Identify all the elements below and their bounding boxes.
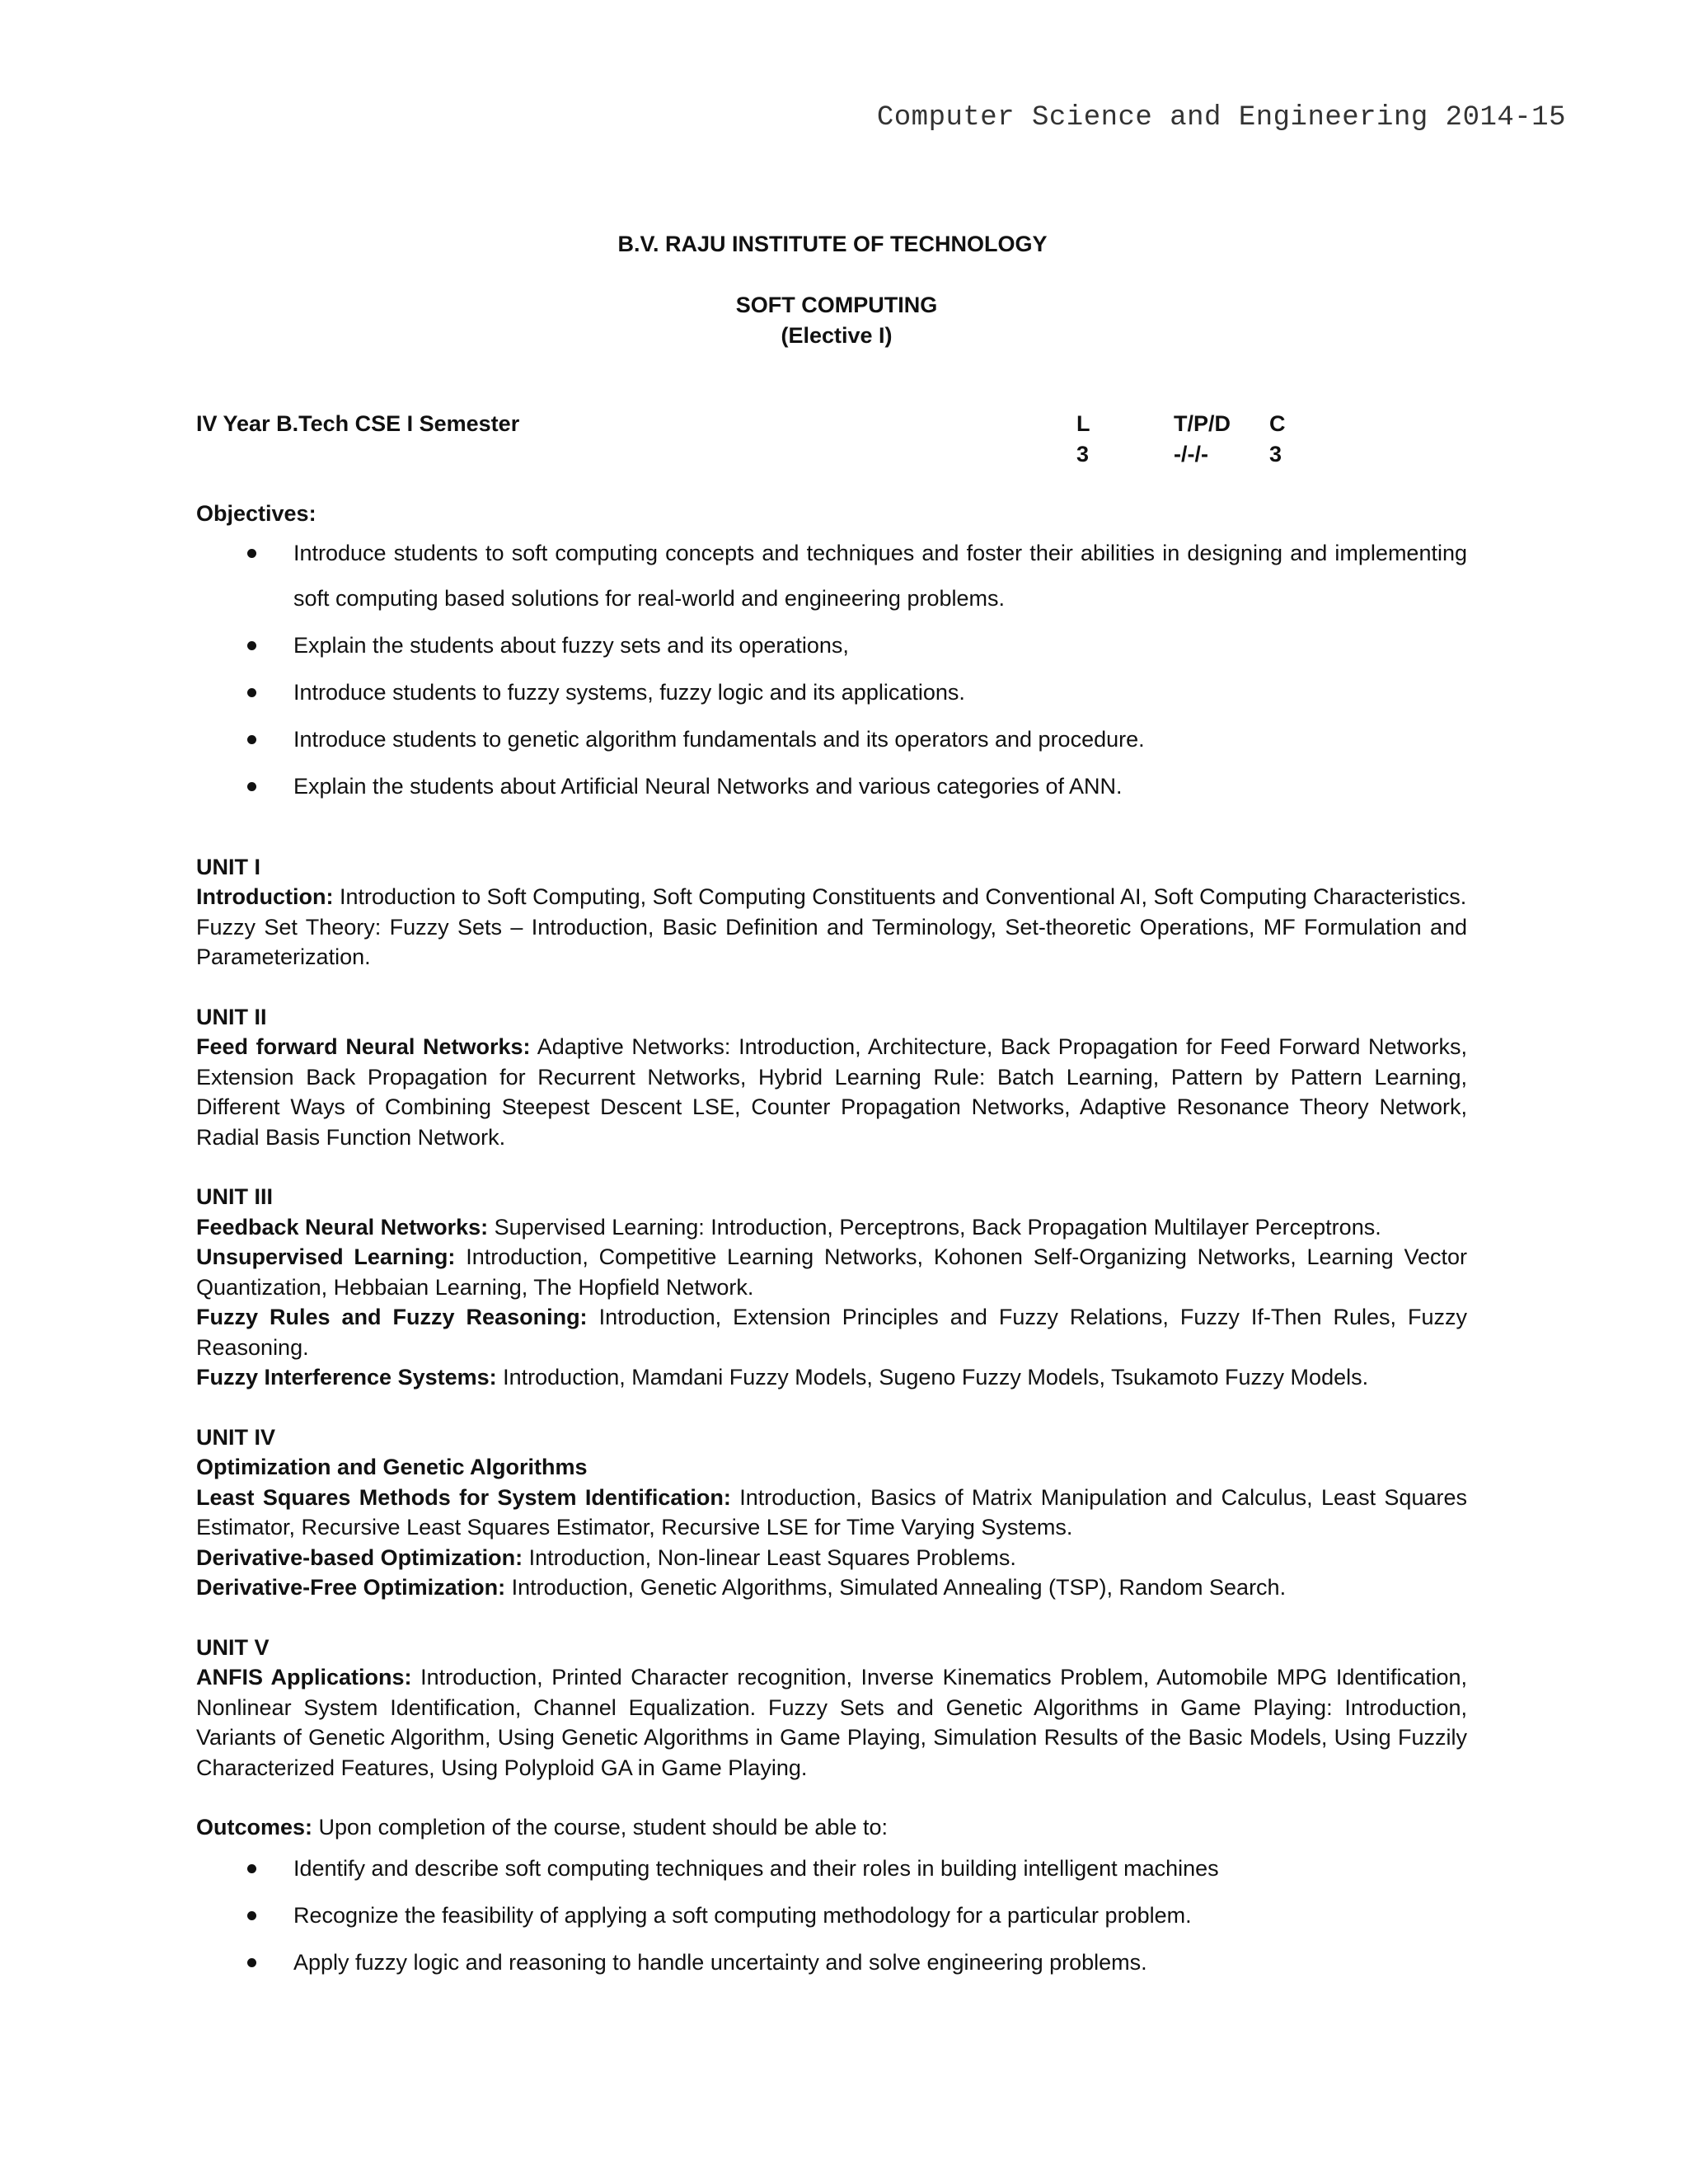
outcome-text: Identify and describe soft computing techniques and their roles in building intelligent machines: [293, 1855, 1219, 1881]
objective-item: [196, 623, 1467, 668]
outcomes-list: [196, 1846, 1467, 1985]
bullet-icon: [247, 1864, 256, 1873]
unit-paragraph: [196, 1483, 1467, 1543]
objective-text: Introduce students to soft computing concepts and techniques and foster their abilities in designing and implementing soft computing based solutions for real-world and engineering problems.: [293, 540, 1467, 611]
topic-heading: Derivative-based Optimization:: [196, 1544, 523, 1570]
outcome-text: Apply fuzzy logic and reasoning to handle uncertainty and solve engineering problems.: [293, 1949, 1147, 1975]
tpd-value: -/-/-: [1174, 441, 1208, 466]
page-header: Computer Science and Engineering 2014-15: [876, 102, 1566, 134]
unit-paragraph: [196, 1543, 1467, 1573]
objective-text: Explain the students about fuzzy sets and its operations,: [293, 632, 849, 658]
unit-title: UNIT II: [196, 1004, 267, 1029]
bullet-icon: [247, 782, 256, 791]
outcome-item: [196, 1846, 1467, 1891]
unit-paragraph: [196, 1662, 1467, 1783]
lecture-value: 3: [1076, 441, 1090, 466]
topic-text: Supervised Learning: Introduction, Perceptrons, Back Propagation Multilayer Perceptrons.: [488, 1214, 1381, 1240]
topic-text: Introduction, Competitive Learning Networks, Kohonen Self-Organizing Networks, Learning Vector Quantization, Hebbaian Learning, The Hopfield Network.: [196, 1244, 1467, 1300]
unit-title: UNIT V: [196, 1634, 270, 1660]
unit-title: UNIT IV: [196, 1424, 276, 1450]
course-title-block: [0, 290, 1673, 351]
course-subtitle: (Elective I): [781, 323, 893, 348]
outcomes-section: [196, 1812, 1467, 1985]
objective-text: Introduce students to genetic algorithm fundamentals and its operators and procedure.: [293, 726, 1145, 752]
semester-row: [196, 409, 1467, 469]
unit-paragraph: [196, 1212, 1467, 1243]
unit-paragraph: [196, 882, 1467, 912]
topic-text: Introduction to Soft Computing, Soft Computing Constituents and Conventional AI, Soft Computing Characteristics.: [333, 884, 1467, 909]
unit-paragraph: [196, 1032, 1467, 1152]
unit-paragraph: Fuzzy Set Theory: Fuzzy Sets – Introduction, Basic Definition and Terminology, Set-theoretic Operations, MF Formulation and Parameterization.: [196, 914, 1467, 969]
topic-text: Adaptive Networks: Introduction, Architecture, Back Propagation for Feed Forward Networks, Extension Back Propagation for Recurrent Networks, Hybrid Learning Rule: Batch Learning, Pattern by Pattern Learning, Different Ways of Combining Steepest Descent LSE, Counter Propagation Networks, Adaptive Resonance Theory Network, Radial Basis Function Network.: [196, 1034, 1468, 1150]
topic-text: Introduction, Printed Character recognition, Inverse Kinematics Problem, Automobile MPG Identification, Nonlinear System Identification, Channel Equalization. Fuzzy Sets and Genetic Algorithms in Game Playing: Introduction, Variants of Genetic Algorithm, Using Genetic Algorithms in Game Playing, Simulation Results of the Basic Models, Using Fuzzily Characterized Features, Using Polyploid GA in Game Playing.: [196, 1665, 1467, 1780]
topic-heading: Feed forward Neural Networks:: [196, 1034, 531, 1059]
credits-label: C: [1269, 411, 1286, 436]
topic-text: Introduction, Genetic Algorithms, Simulated Annealing (TSP), Random Search.: [505, 1575, 1287, 1600]
tpd-label: T/P/D: [1174, 411, 1231, 436]
topic-heading: ANFIS Applications:: [196, 1665, 412, 1690]
credits-value: 3: [1269, 441, 1282, 466]
unit-paragraph: [196, 1572, 1467, 1603]
unit-subtitle: Optimization and Genetic Algorithms: [196, 1455, 588, 1479]
outcome-item: [196, 1893, 1467, 1938]
topic-heading: Introduction:: [196, 884, 334, 909]
objectives-heading: Objectives:: [196, 501, 316, 526]
topic-text: Introduction, Extension Principles and Fuzzy Relations, Fuzzy If-Then Rules, Fuzzy Reasoning.: [196, 1305, 1468, 1360]
course-title: SOFT COMPUTING: [735, 293, 938, 317]
tpd-column: [1174, 409, 1231, 469]
topic-text: Introduction, Mamdani Fuzzy Models, Sugeno Fuzzy Models, Tsukamoto Fuzzy Models.: [496, 1365, 1369, 1390]
topic-text: Introduction, Basics of Matrix Manipulation and Calculus, Least Squares Estimator, Recursive Least Squares Estimator, Recursive LSE for Time Varying Systems.: [196, 1484, 1467, 1540]
unit-paragraph: [196, 1302, 1467, 1362]
unit-paragraph: [196, 1242, 1467, 1302]
lecture-label: L: [1076, 411, 1090, 436]
topic-heading: Derivative-Free Optimization:: [196, 1575, 506, 1600]
objective-item: [196, 717, 1467, 762]
credits-column: [1269, 409, 1286, 469]
objectives-list: [196, 531, 1467, 809]
unit-paragraph: [196, 1362, 1467, 1393]
bullet-icon: [247, 1958, 256, 1967]
outcomes-intro: Upon completion of the course, student should be able to:: [312, 1815, 888, 1840]
bullet-icon: [247, 688, 256, 697]
outcome-text: Recognize the feasibility of applying a soft computing methodology for a particular problem.: [293, 1902, 1192, 1928]
objective-item: [196, 764, 1467, 809]
lecture-column: [1076, 409, 1090, 469]
unit-1: [196, 852, 1467, 972]
outcome-item: [196, 1940, 1467, 1985]
objective-item: [196, 670, 1467, 715]
topic-heading: Feedback Neural Networks:: [196, 1214, 489, 1240]
institute-name: B.V. RAJU INSTITUTE OF TECHNOLOGY: [617, 232, 1048, 256]
objective-text: Explain the students about Artificial Neural Networks and various categories of ANN.: [293, 773, 1123, 799]
topic-heading: Unsupervised Learning:: [196, 1244, 456, 1269]
bullet-icon: [247, 549, 256, 558]
unit-5: [196, 1633, 1467, 1783]
bullet-icon: [247, 735, 256, 744]
outcomes-heading: [196, 1812, 1467, 1843]
outcomes-label: Outcomes:: [196, 1815, 313, 1840]
unit-4: [196, 1422, 1467, 1603]
unit-title: UNIT III: [196, 1184, 273, 1209]
objective-text: Introduce students to fuzzy systems, fuzzy logic and its applications.: [293, 679, 965, 705]
unit-3: [196, 1182, 1467, 1393]
topic-heading: Least Squares Methods for System Identification:: [196, 1484, 731, 1510]
topic-heading: Fuzzy Rules and Fuzzy Reasoning:: [196, 1305, 588, 1329]
bullet-icon: [247, 641, 256, 650]
semester-label: IV Year B.Tech CSE I Semester: [196, 411, 520, 436]
objective-item: [196, 531, 1467, 621]
bullet-icon: [247, 1911, 256, 1920]
course-content: [196, 409, 1467, 1985]
topic-text: Introduction, Non-linear Least Squares Problems.: [523, 1544, 1016, 1570]
unit-2: [196, 1002, 1467, 1153]
topic-heading: Fuzzy Interference Systems:: [196, 1365, 497, 1390]
unit-title: UNIT I: [196, 854, 260, 879]
